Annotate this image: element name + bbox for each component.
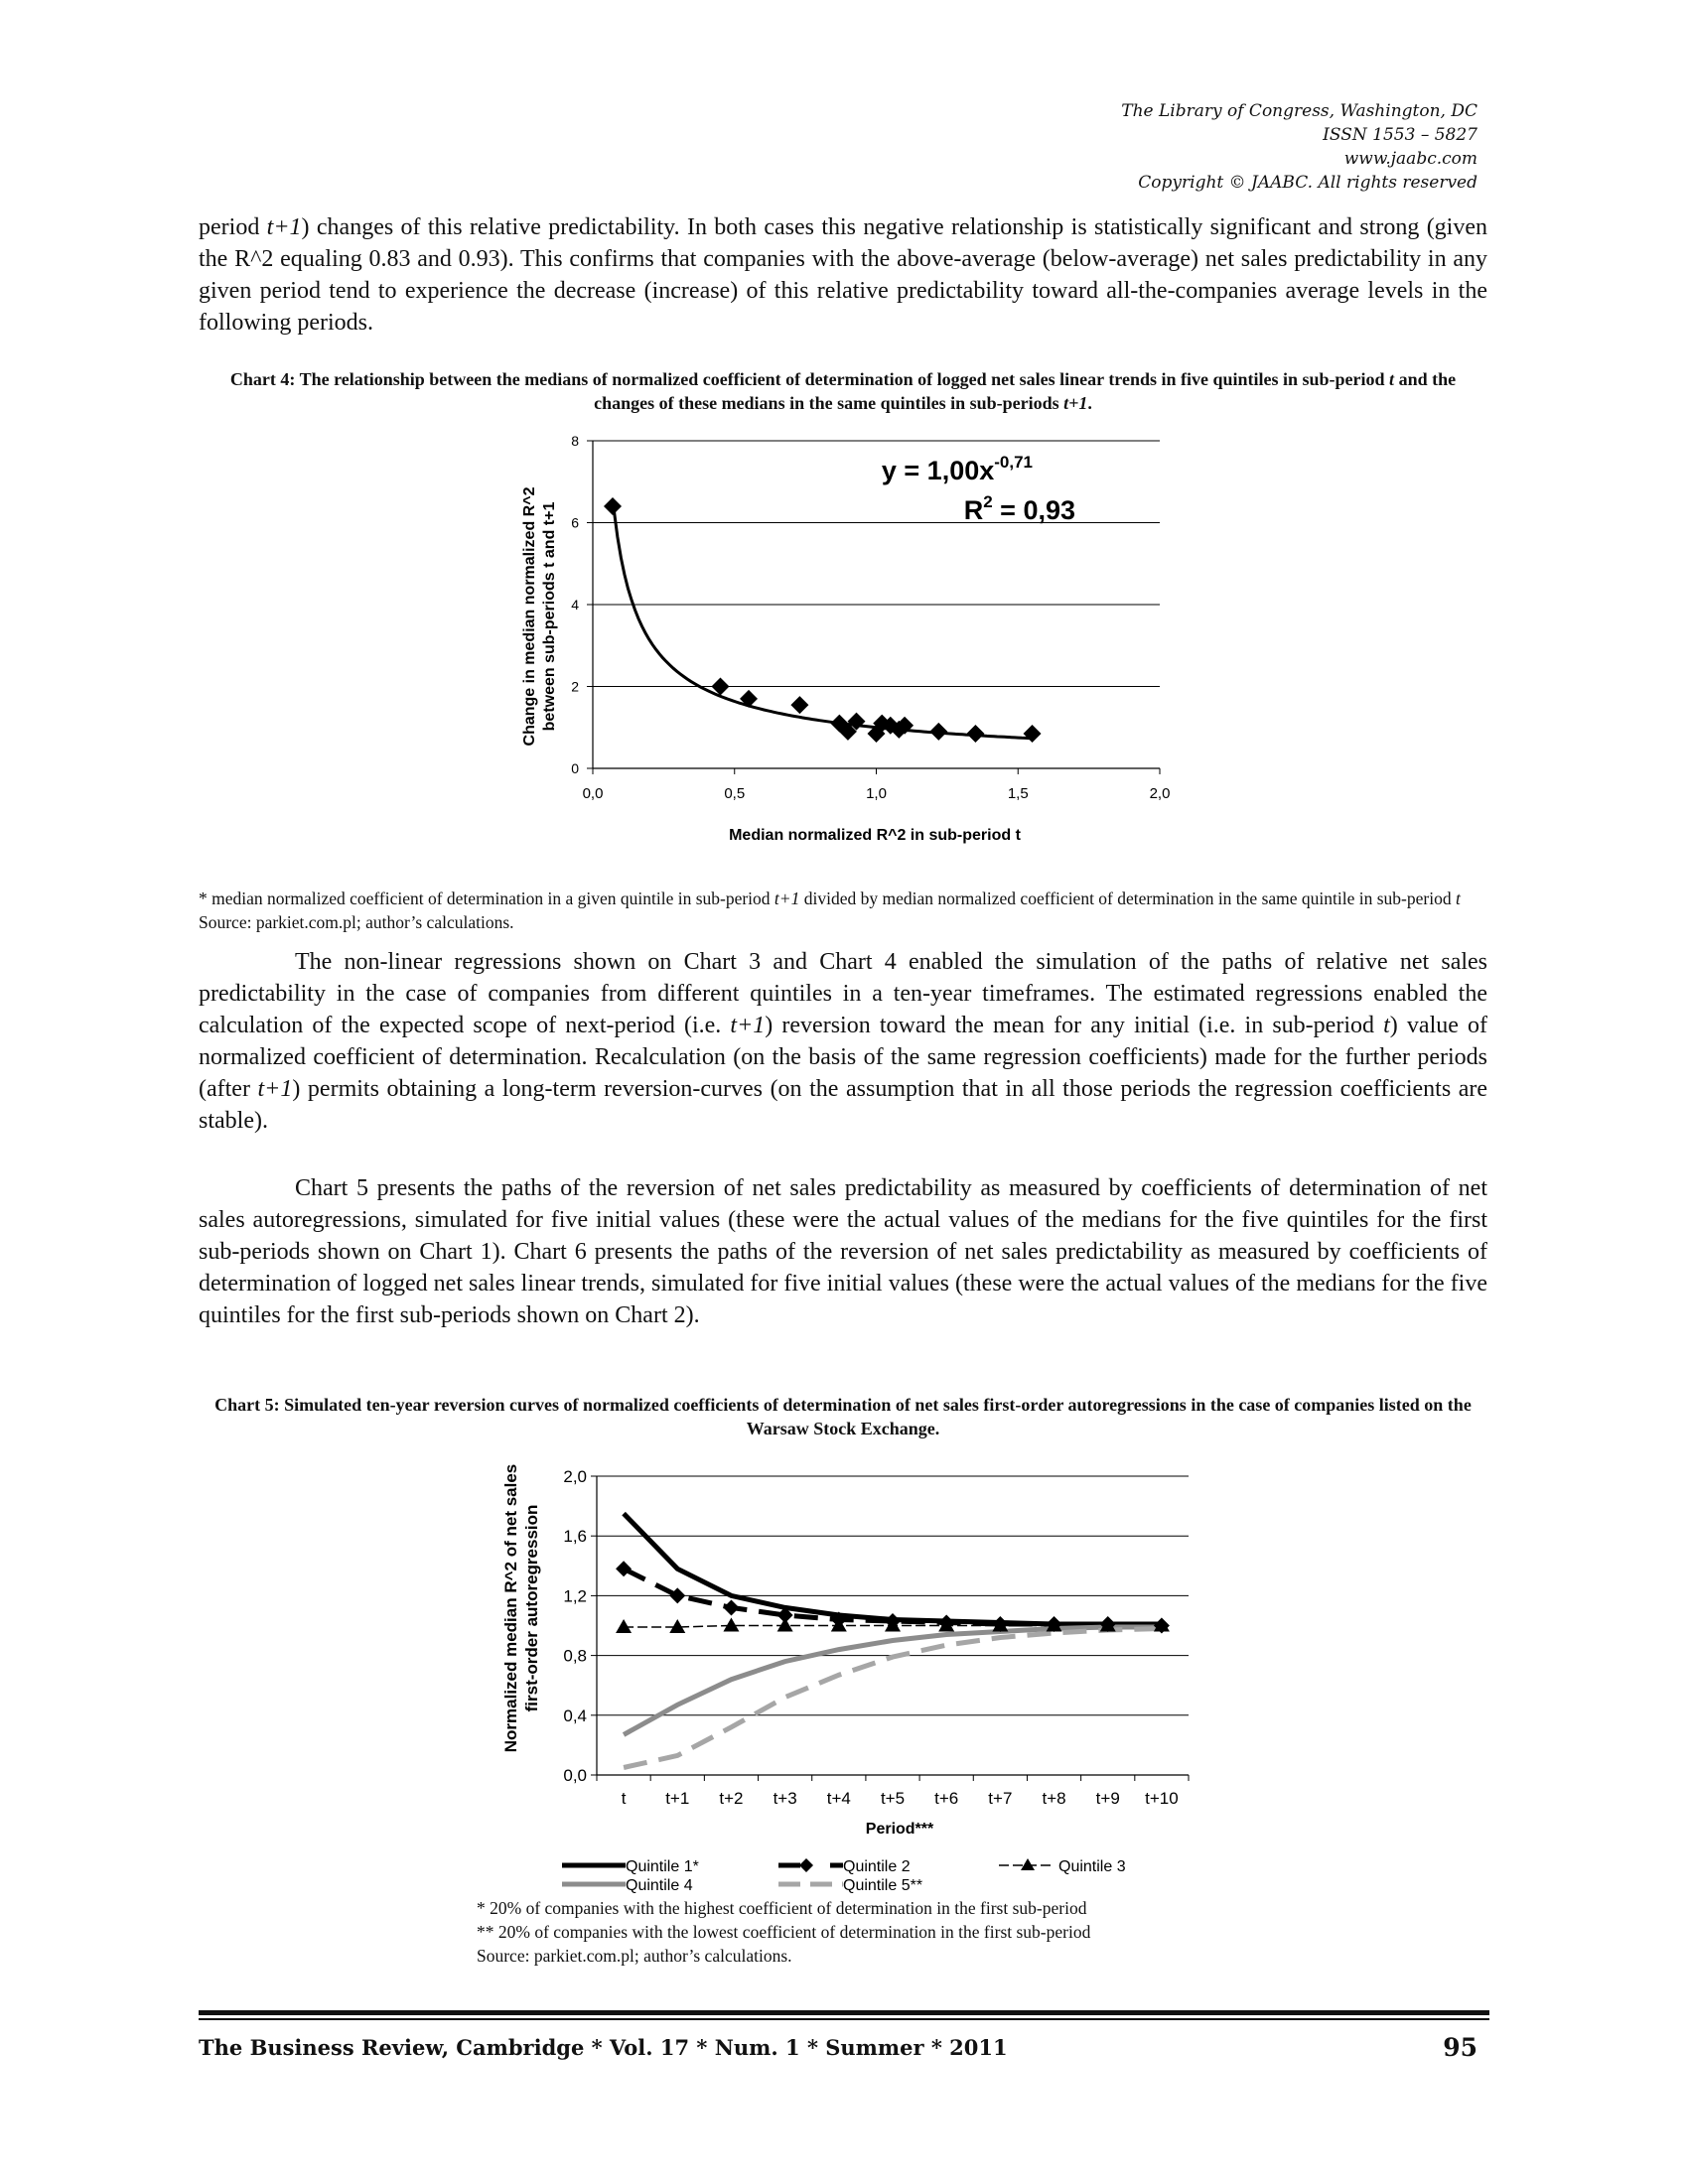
c4-note-em2: t (1455, 888, 1461, 908)
chart5-note-2: ** 20% of companies with the lowest coefficient of determination in the first sub-period (477, 1922, 1091, 1942)
c4-cap-b: and the changes of these medians in the same quintiles in sub-periods (594, 369, 1457, 413)
page-number: 95 (1443, 2033, 1477, 2062)
chart4-equation-lhs: y = 1,00x (881, 456, 995, 485)
chart4-ylabel-line2: between sub-periods t and t+1 (541, 501, 558, 732)
chart4-point (1024, 725, 1042, 743)
chart4-xtick-label: 2,0 (1149, 785, 1171, 802)
chart4-r2-lhs: R (963, 495, 984, 525)
p2-text-a: The non-linear regressions shown on Chart 3 and Chart 4 enabled the simulation of the paths of relative net sales predictability in the case of companies from different quintiles in a ten-year timeframes. The estimated regressions enabled the calculation of the expected scope of next-period (i.e. (199, 949, 1487, 1038)
chart5-note-1: * 20% of companies with the highest coefficient of determination in the first sub-period (477, 1898, 1087, 1918)
header-line-2: ISSN 1553 – 5827 (1323, 125, 1477, 145)
chart5-notes (477, 1896, 1370, 1968)
chart4-point (604, 497, 622, 515)
chart5-line-quintile-5 (624, 1629, 1162, 1768)
chart4-ylabel-line1: Change in median normalized R^2 (521, 486, 538, 747)
chart5-line-quintile-4 (624, 1627, 1162, 1734)
chart5-marker-quintile-3 (777, 1618, 793, 1632)
chart4-xtick-label: 1,5 (1007, 785, 1029, 802)
footer-rule-thin (199, 2018, 1489, 2020)
chart5-note-3: Source: parkiet.com.pl; author’s calculations. (477, 1946, 792, 1966)
p1-text-b: ) changes of this relative predictability. In both cases this negative relationship is statistically significant and strong (given the R^2 equaling 0.83 and 0.93). This confirms that companies with the above-average (below-average) net sales predictability in any given period tend to experience the decrease (increase) of this relative predictability toward all-the-companies average levels in the following periods. (199, 214, 1487, 336)
legend-label-q4: Quintile 4 (626, 1877, 693, 1894)
chart5-xtick-label: t+2 (719, 1789, 744, 1808)
chart5-ylabel-line2: first-order autoregression (522, 1504, 541, 1712)
chart5-xtick-label: t+3 (773, 1789, 797, 1808)
chart5-marker-quintile-3 (616, 1619, 632, 1633)
p2-text-c: ) value of normalized coefficient of determination. Recalculation (on the basis of the same regression coefficients) made for the further periods (after (199, 1013, 1487, 1102)
chart5-xtick-label: t+10 (1145, 1789, 1179, 1808)
header-line-1: The Library of Congress, Washington, DC (1121, 101, 1477, 121)
chart4-point (790, 696, 808, 714)
chart4-ytick-label: 2 (571, 678, 579, 695)
legend-label-q5: Quintile 5** (843, 1877, 923, 1894)
chart4-xtick-label: 0,0 (582, 785, 604, 802)
chart5-xtick-label: t+6 (934, 1789, 959, 1808)
chart4-ytick-label: 8 (571, 433, 579, 449)
footer-journal: The Business Review, Cambridge * Vol. 17 * Num. 1 * Summer * 2011 (199, 2035, 1008, 2060)
chart4-r2-rhs: = 0,93 (992, 495, 1075, 525)
chart5-legend (562, 1858, 1126, 1894)
chart5-marker-quintile-3 (669, 1619, 685, 1633)
chart5-gridlines (597, 1476, 1189, 1715)
legend-marker-q3 (1021, 1858, 1035, 1870)
c4-cap-c: . (1087, 393, 1092, 413)
chart5-line-quintile-1 (624, 1514, 1162, 1624)
chart4-trendline (614, 511, 1032, 739)
chart4-xtick-label: 1,0 (866, 785, 887, 802)
chart4-points (604, 497, 1042, 743)
chart4-r2-exp: 2 (983, 492, 993, 511)
chart4-trend-curve (614, 511, 1032, 739)
c4-note-a: * median normalized coefficient of determination in a given quintile in sub-period (199, 888, 774, 908)
chart4-r2 (964, 492, 1075, 525)
chart5-caption: Chart 5: Simulated ten-year reversion curves of normalized coefficients of determination of net sales first-order autoregressions in the case of companies listed on the Warsaw Stock Exchange. (214, 1395, 1472, 1438)
chart5-xtick-label: t+5 (880, 1789, 906, 1808)
p2-text-b: ) reversion toward the mean for any initial (i.e. in sub-period (765, 1013, 1384, 1038)
c4-note-em1: t+1 (774, 888, 800, 908)
chart5-marker-quintile-2 (616, 1561, 632, 1576)
footer-rule-thick (199, 2010, 1489, 2015)
c4-note-b: divided by median normalized coefficient of determination in the same quintile in sub-period (799, 888, 1456, 908)
chart5-ylabel-line1: Normalized median R^2 of net sales (501, 1463, 520, 1753)
chart4-gridlines (593, 441, 1160, 687)
chart5-xtick-label: t (621, 1789, 627, 1808)
chart5-marker-quintile-2 (723, 1599, 739, 1615)
chart5-xtick-label: t+1 (665, 1789, 690, 1808)
chart5-xtick-label: t+7 (988, 1789, 1013, 1808)
legend-label-q1: Quintile 1* (626, 1858, 699, 1875)
chart4-ytick-label: 0 (571, 760, 579, 776)
chart5-series-lines (624, 1514, 1162, 1768)
chart4-xlabel: Median normalized R^2 in sub-period t (729, 827, 1021, 844)
legend-label-q3: Quintile 3 (1058, 1858, 1126, 1875)
chart5-ytick-label: 0,8 (563, 1646, 587, 1666)
chart4-equation (882, 453, 1033, 485)
c4-cap-em1: t (1389, 369, 1395, 389)
c4-cap-em2: t+1 (1063, 393, 1088, 413)
chart5-ticks (563, 1467, 1189, 1808)
p2-em1: t+1 (730, 1013, 766, 1038)
p2-text-d: ) permits obtaining a long-term reversion-curves (on the assumption that in all those periods the regression coefficients are stable). (199, 1076, 1488, 1134)
chart5-xtick-label: t+4 (826, 1789, 851, 1808)
chart5-ytick-label: 2,0 (563, 1467, 587, 1486)
chart4-equation-exp: -0,71 (994, 453, 1033, 472)
legend-label-q2: Quintile 2 (843, 1858, 911, 1875)
chart4-ticks (571, 433, 1170, 802)
legend-marker-q2 (799, 1858, 813, 1872)
paragraph-3: Chart 5 presents the paths of the reversion of net sales predictability as measured by coefficients of determination of net sales autoregressions, simulated for five initial values (these were the actual values of the medians for the five quintiles for the first sub-periods shown on Chart 1). Chart 6 presents the paths of the reversion of net sales predictability as measured by coefficients of determination of logged net sales linear trends, simulated for five initial values (these were the actual values of the medians for the five quintiles for the first sub-periods shown on Chart 2). (199, 1175, 1487, 1328)
p1-em: t+1 (266, 214, 302, 240)
chart5-ytick-label: 1,6 (563, 1527, 587, 1547)
chart4-ytick-label: 6 (571, 514, 579, 531)
chart5-marker-quintile-3 (723, 1618, 739, 1632)
chart5-xtick-label: t+8 (1042, 1789, 1066, 1808)
c4-cap-a: Chart 4: The relationship between the medians of normalized coefficient of determination of logged net sales linear trends in five quintiles in sub-period (229, 369, 1390, 389)
chart5-xlabel: Period*** (865, 1821, 934, 1838)
chart5-ytick-label: 0,0 (563, 1766, 587, 1785)
chart4-ytick-label: 4 (571, 597, 579, 613)
p2-em2: t (1383, 1013, 1390, 1038)
chart4-point (929, 723, 947, 741)
chart4-xtick-label: 0,5 (724, 785, 746, 802)
p1-text-a: period (199, 214, 267, 240)
p2-em3: t+1 (257, 1076, 293, 1102)
paragraph-2 (199, 946, 1487, 1137)
chart4-note (199, 887, 1489, 934)
header-line-3: www.jaabc.com (1343, 149, 1477, 169)
chart5-ytick-label: 0,4 (563, 1706, 587, 1725)
chart5-ytick-label: 1,2 (563, 1586, 587, 1606)
chart5-xtick-label: t+9 (1095, 1789, 1120, 1808)
chart4-point (966, 725, 984, 743)
c4-note-c: Source: parkiet.com.pl; author’s calculations. (199, 912, 514, 932)
header-line-4: Copyright © JAABC. All rights reserved (1138, 173, 1477, 193)
